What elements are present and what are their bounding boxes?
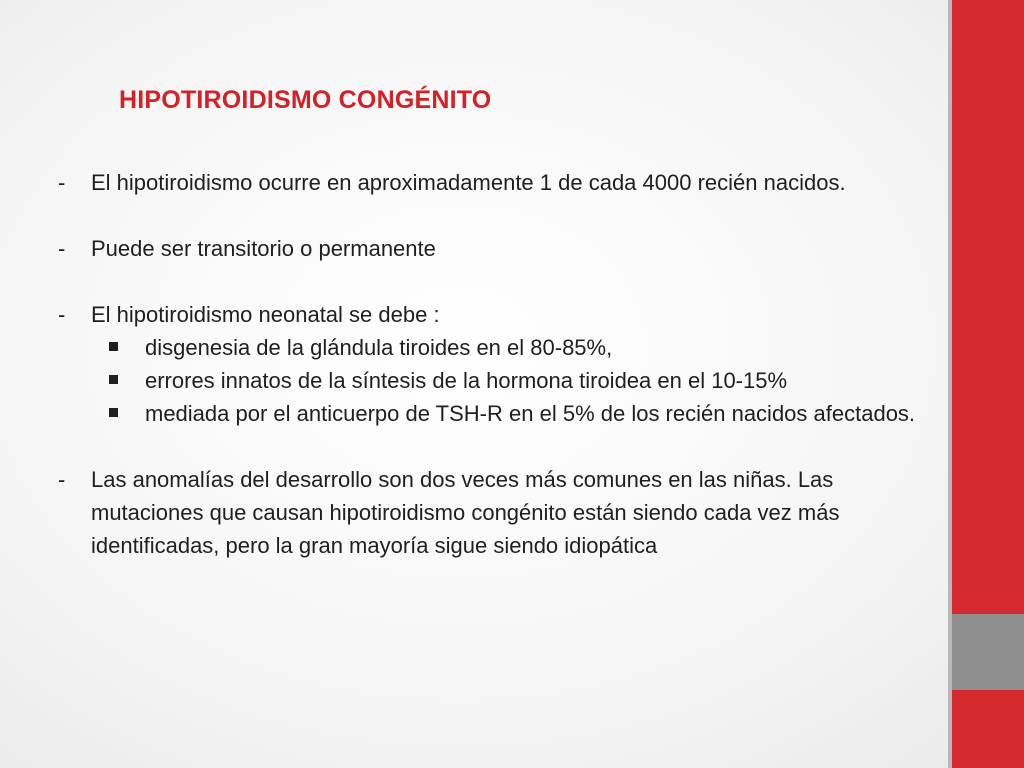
dash-marker: -: [58, 236, 66, 261]
sidebar-red-band-bottom: [952, 690, 1024, 768]
sub-bullet-text: disgenesia de la glándula tiroides en el 80-85%,: [145, 335, 613, 360]
sidebar-red-band: [952, 0, 1024, 614]
sub-bullet-item: [58, 364, 918, 397]
square-bullet-icon: [109, 408, 118, 417]
bullet-text: El hipotiroidismo neonatal se debe :: [91, 302, 440, 327]
bullet-list: [58, 166, 918, 562]
square-bullet-icon: [109, 375, 118, 384]
bullet-text: Las anomalías del desarrollo son dos veces más comunes en las niñas. Las mutaciones que causan hipotiroidismo congénito están siendo cada vez más identificadas, pero la gran mayoría sigue siendo idiopática: [91, 467, 840, 558]
sub-bullet-text: mediada por el anticuerpo de TSH-R en el 5% de los recién nacidos afectados.: [145, 401, 916, 426]
dash-marker: -: [58, 302, 66, 327]
bullet-item: [58, 298, 918, 331]
bullet-text: Puede ser transitorio o permanente: [91, 236, 436, 261]
dash-marker: -: [58, 467, 66, 492]
bullet-item: [58, 232, 918, 265]
sub-bullet-item: [58, 397, 918, 430]
slide-title: HIPOTIROIDISMO CONGÉNITO: [119, 86, 492, 114]
decorative-sidebar: [948, 0, 1024, 768]
dash-marker: -: [58, 170, 66, 195]
sidebar-gray-band: [952, 614, 1024, 690]
bullet-text: El hipotiroidismo ocurre en aproximadamente 1 de cada 4000 recién nacidos.: [91, 170, 846, 195]
bullet-item: [58, 463, 918, 562]
sub-bullet-item: [58, 331, 918, 364]
square-bullet-icon: [109, 342, 118, 351]
sub-bullet-text: errores innatos de la síntesis de la hormona tiroidea en el 10-15%: [145, 368, 788, 393]
bullet-item: [58, 166, 918, 199]
